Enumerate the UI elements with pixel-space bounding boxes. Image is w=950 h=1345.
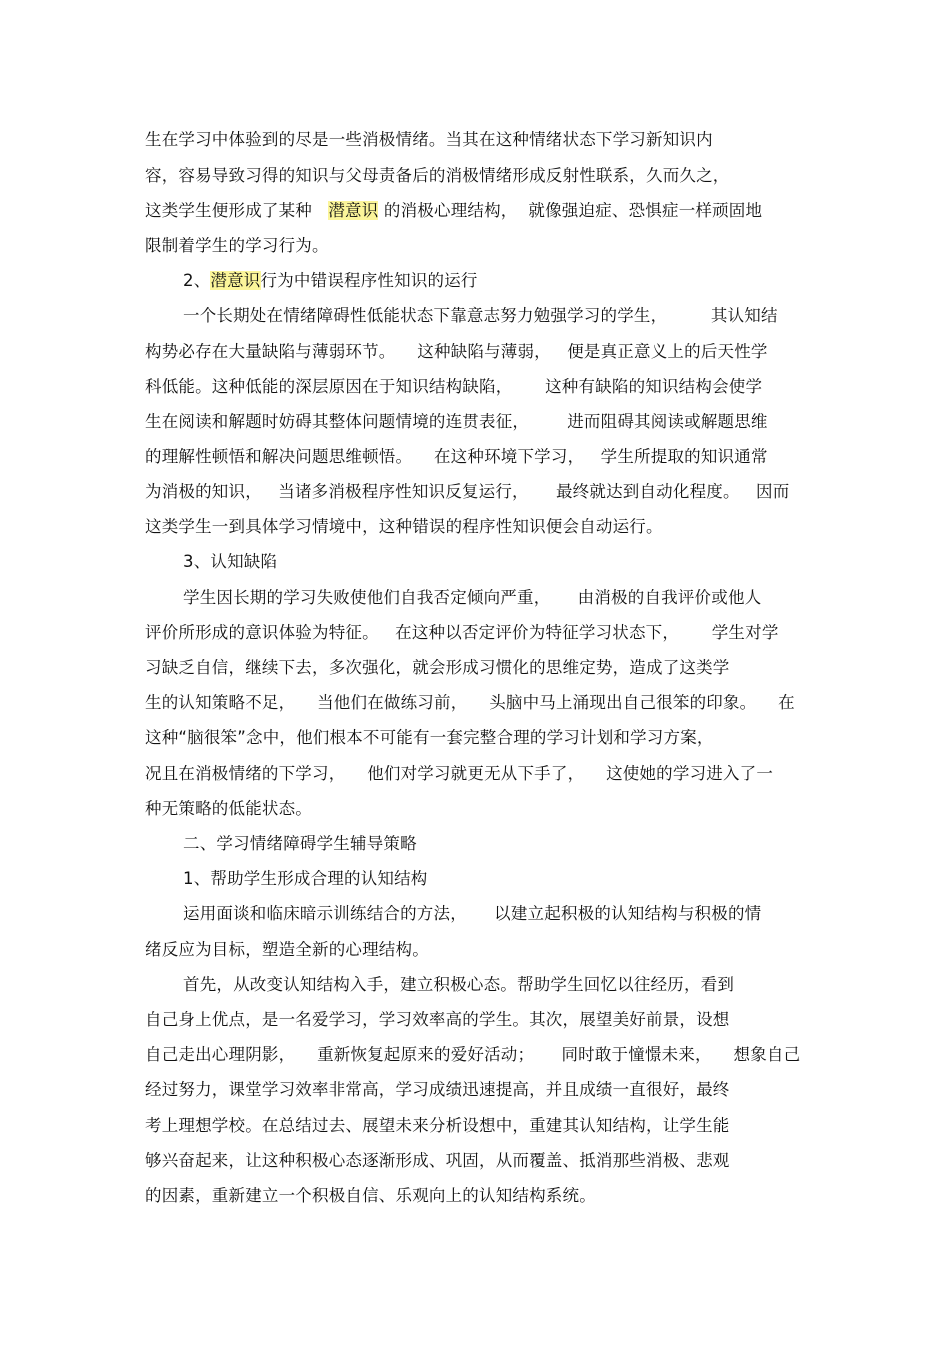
text-run: 以建立起积极的认知结构与积极的情 (494, 904, 762, 923)
text-line (145, 1044, 800, 1066)
text-line (145, 763, 773, 785)
text-line: 绪反应为目标，塑造全新的心理结构。 (145, 940, 429, 959)
text-line (145, 446, 768, 468)
text-run: 自己走出心理阴影， (145, 1045, 296, 1064)
text-run: 的理解性顿悟和解决问题思维顿悟。 (145, 447, 413, 466)
highlighted-term: 潜意识 (328, 201, 379, 220)
text-line: 限制着学生的学习行为。 (145, 236, 329, 255)
text-run: 因而 (756, 482, 790, 501)
text-line: 首先，从改变认知结构入手，建立积极心态。帮助学生回忆以往经历，看到 (183, 975, 735, 994)
text-run: 当他们在做练习前， (317, 693, 468, 712)
text-line: 容，容易导致习得的知识与父母责备后的消极情绪形成反射性联系，久而久之， (145, 166, 730, 185)
text-run: 就像强迫症、恐惧症一样顽固地 (528, 201, 763, 220)
section-heading: 3、认知缺陷 (183, 552, 278, 571)
text-run: 的消极心理结构， (383, 201, 518, 220)
text-line: 经过努力，课堂学习效率非常高，学习成绩迅速提高，并且成绩一直很好，最终 (145, 1080, 730, 1099)
text-line (183, 903, 761, 925)
text-line: 这种“脑很笨”念中，他们根本不可能有一套完整合理的学习计划和学习方案， (145, 728, 714, 747)
text-line: 种无策略的低能状态。 (145, 799, 312, 818)
text-run: 学生因长期的学习失败使他们自我否定倾向严重， (183, 588, 551, 607)
section-heading: 1、帮助学生形成合理的认知结构 (183, 869, 428, 888)
text-line: 这类学生一到具体学习情境中，这种错误的程序性知识便会自动运行。 (145, 517, 663, 536)
text-line: 习缺乏自信，继续下去，多次强化，就会形成习惯化的思维定势，造成了这类学 (145, 658, 730, 677)
text-run: 进而阻碍其阅读或解题思维 (567, 412, 768, 431)
text-run: 同时敢于憧憬未来， (561, 1045, 712, 1064)
text-run: 一个长期处在情绪障碍性低能状态下靠意志努力勉强学习的学生， (183, 306, 668, 325)
text-line: 生在学习中体验到的尽是一些消极情绪。当其在这种情绪状态下学习新知识内 (145, 130, 713, 149)
text-run: 学生对学 (711, 623, 779, 642)
text-line (145, 411, 768, 433)
section-heading (183, 270, 478, 292)
text-run: 重新恢复起原来的爱好活动； (317, 1045, 535, 1064)
text-run: 在这种以否定评价为特征学习状态下， (395, 623, 680, 642)
text-run: 2、 (183, 271, 211, 290)
text-run: 这种缺陷与薄弱， (417, 342, 551, 361)
text-run: 在 (778, 693, 795, 712)
text-run: 况且在消极情绪的下学习， (145, 764, 346, 783)
text-line (145, 622, 779, 644)
text-run: 最终就达到自动化程度。 (555, 482, 740, 501)
text-run: 在这种环境下学习， (433, 447, 585, 466)
section-heading: 二、学习情绪障碍学生辅导策略 (183, 834, 417, 853)
text-run: 生在阅读和解题时妨碍其整体问题情境的连贯表征， (145, 412, 530, 431)
text-run: 这种有缺陷的知识结构会使学 (545, 377, 763, 396)
text-line: 考上理想学校。在总结过去、展望未来分析设想中，重建其认知结构，让学生能 (145, 1116, 730, 1135)
text-run: 为消极的知识， (145, 482, 262, 501)
text-run: 行为中错误程序性知识的运行 (260, 271, 478, 290)
text-line (183, 587, 761, 609)
text-run: 他们对学习就更无从下手了， (367, 764, 585, 783)
text-run: 想象自己 (733, 1045, 801, 1064)
text-run: 便是真正意义上的后天性学 (567, 342, 768, 361)
text-run: 学生所提取的知识通常 (600, 447, 768, 466)
text-run: 头脑中马上涌现出自己很笨的印象。 (489, 693, 757, 712)
text-run: 科低能。这种低能的深层原因在于知识结构缺陷， (145, 377, 513, 396)
text-line (145, 341, 768, 363)
text-line (145, 481, 789, 503)
text-line: 够兴奋起来，让这种积极心态逐渐形成、巩固，从而覆盖、抵消那些消极、悲观 (145, 1151, 730, 1170)
text-run: 生的认知策略不足， (145, 693, 296, 712)
text-run: 这使她的学习进入了一 (606, 764, 774, 783)
text-line: 的因素，重新建立一个积极自信、乐观向上的认知结构系统。 (145, 1186, 596, 1205)
text-run: 当诸多消极程序性知识反复运行， (278, 482, 529, 501)
text-run: 运用面谈和临床暗示训练结合的方法， (183, 904, 467, 923)
text-run: 这类学生便形成了某种 (145, 201, 312, 220)
text-run: 构势必存在大量缺陷与薄弱环节。 (145, 342, 396, 361)
text-line (145, 200, 762, 222)
text-line (145, 376, 762, 398)
text-line (145, 692, 795, 714)
text-run: 评价所形成的意识体验为特征。 (145, 623, 379, 642)
text-run: 其认知结 (710, 306, 778, 325)
text-line: 自己身上优点，是一名爱学习，学习效率高的学生。其次，展望美好前景，设想 (145, 1010, 730, 1029)
text-run: 由消极的自我评价或他人 (577, 588, 762, 607)
text-line (183, 305, 778, 327)
highlighted-term: 潜意识 (210, 271, 261, 290)
